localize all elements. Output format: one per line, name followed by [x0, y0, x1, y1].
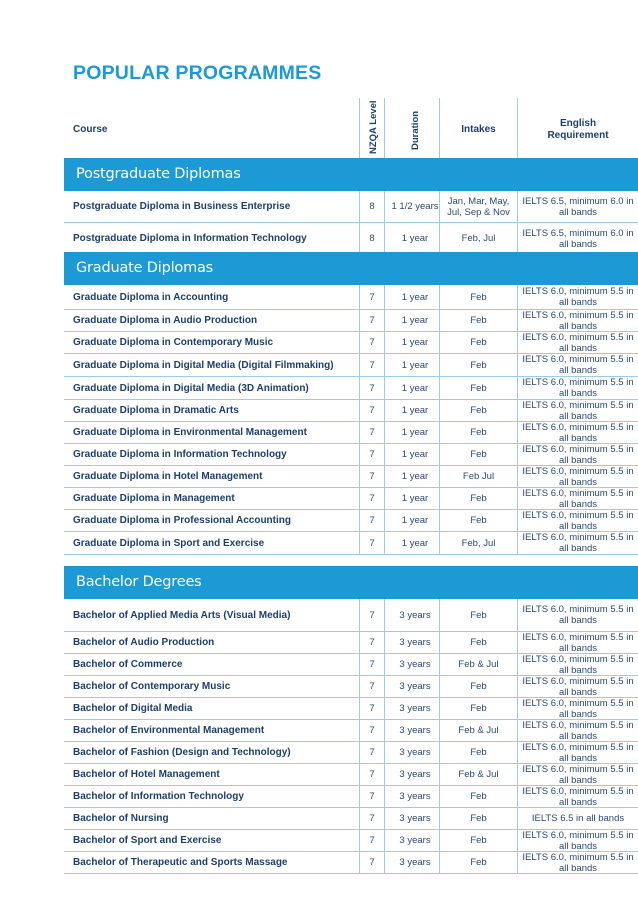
english-requirement: IELTS 6.0, minimum 5.5 in all bands [522, 399, 634, 422]
duration: 3 years [399, 857, 431, 868]
cell-divider [384, 354, 385, 376]
intakes: Feb [470, 857, 487, 868]
duration: 1 year [401, 537, 429, 549]
nzqa-level: 7 [369, 791, 375, 802]
cell-divider [384, 422, 385, 443]
course-name: Graduate Diploma in Sport and Exercise [73, 537, 265, 549]
cell-divider [384, 223, 385, 254]
duration: 3 years [399, 659, 431, 670]
course-name: Graduate Diploma in Dramatic Arts [73, 405, 239, 416]
column-divider [384, 98, 385, 158]
english-requirement: IELTS 6.0, minimum 5.5 in all bands [522, 286, 634, 308]
english-requirement: IELTS 6.0, minimum 5.5 in all bands [522, 631, 634, 654]
english-requirement: IELTS 6.0, minimum 5.5 in all bands [522, 763, 634, 786]
duration: 3 years [399, 791, 431, 802]
nzqa-level: 7 [369, 769, 375, 780]
nzqa-level: 7 [369, 637, 375, 648]
duration: 1 year [401, 471, 429, 482]
table-row [64, 720, 638, 742]
course-name: Graduate Diploma in Hotel Management [73, 471, 263, 482]
intakes: Feb [470, 291, 487, 303]
nzqa-level: 7 [369, 337, 375, 348]
duration: 1 year [401, 291, 429, 303]
cell-divider [384, 808, 385, 829]
duration: 3 years [399, 725, 431, 736]
table-row [64, 310, 638, 332]
duration: 3 years [399, 609, 431, 621]
course-name: Bachelor of Contemporary Music [73, 681, 231, 692]
table-row [64, 786, 638, 808]
column-header-english [518, 118, 638, 142]
cell-divider [384, 852, 385, 873]
intakes: Feb [470, 609, 487, 621]
table-row [64, 510, 638, 532]
cell-divider [384, 742, 385, 763]
english-requirement: IELTS 6.0, minimum 5.5 in all bands [522, 851, 634, 874]
intakes: Feb, Jul [461, 537, 496, 549]
table-row [64, 377, 638, 400]
nzqa-level: 7 [369, 515, 375, 526]
english-requirement: IELTS 6.0, minimum 5.5 in all bands [522, 532, 634, 554]
course-name: Bachelor of Hotel Management [73, 769, 220, 780]
cell-divider [384, 332, 385, 353]
intakes: Feb [470, 449, 487, 460]
duration: 1 year [401, 233, 429, 244]
english-requirement: IELTS 6.0, minimum 5.5 in all bands [522, 675, 634, 698]
course-name: Graduate Diploma in Digital Media (3D Animation) [73, 382, 309, 394]
column-header-level: NZQA Level [368, 100, 379, 154]
intakes: Feb [470, 493, 487, 504]
nzqa-level: 7 [369, 857, 375, 868]
cell-divider [384, 532, 385, 554]
intakes: Feb, Jul [461, 233, 496, 244]
table-row [64, 488, 638, 510]
intakes: Feb [470, 515, 487, 526]
nzqa-level: 7 [369, 359, 375, 371]
duration: 3 years [399, 747, 431, 758]
intakes: Jan, Mar, May, Jul, Sep & Nov [447, 195, 510, 218]
intakes: Feb [470, 405, 487, 416]
table-header [0, 96, 638, 158]
table-row [64, 742, 638, 764]
course-name: Bachelor of Audio Production [73, 637, 215, 648]
course-name: Bachelor of Commerce [73, 659, 183, 670]
duration: 3 years [399, 769, 431, 780]
english-requirement: IELTS 6.0, minimum 5.5 in all bands [522, 487, 634, 510]
english-requirement: IELTS 6.0, minimum 5.5 in all bands [522, 653, 634, 676]
cell-divider [384, 310, 385, 331]
table-row [64, 354, 638, 377]
intakes: Feb [470, 681, 487, 692]
english-requirement: IELTS 6.0, minimum 5.5 in all bands [522, 465, 634, 488]
section-header: Postgraduate Diplomas [64, 158, 638, 191]
nzqa-level: 7 [369, 835, 375, 846]
cell-divider [384, 191, 385, 222]
intakes: Feb [470, 337, 487, 348]
duration: 1 year [401, 449, 429, 460]
nzqa-level: 7 [369, 537, 375, 549]
nzqa-level: 7 [369, 471, 375, 482]
table-row [64, 852, 638, 874]
english-requirement: IELTS 6.0, minimum 5.5 in all bands [522, 421, 634, 444]
table-row [64, 422, 638, 444]
cell-divider [384, 510, 385, 531]
intakes: Feb [470, 382, 487, 394]
course-name: Postgraduate Diploma in Business Enterprise [73, 201, 291, 212]
english-requirement: IELTS 6.0, minimum 5.5 in all bands [522, 443, 634, 466]
course-name: Postgraduate Diploma in Information Technology [73, 233, 307, 244]
duration: 1 1/2 years [391, 201, 439, 212]
course-name: Graduate Diploma in Accounting [73, 291, 229, 303]
table-row [64, 332, 638, 354]
course-name: Bachelor of Environmental Management [73, 725, 265, 736]
nzqa-level: 7 [369, 493, 375, 504]
english-requirement: IELTS 6.0, minimum 5.5 in all bands [522, 741, 634, 764]
duration: 1 year [401, 382, 429, 394]
duration: 1 year [401, 493, 429, 504]
course-name: Bachelor of Therapeutic and Sports Massage [73, 857, 288, 868]
table-row [64, 599, 638, 632]
nzqa-level: 7 [369, 725, 375, 736]
column-divider [359, 98, 360, 158]
table-row [64, 654, 638, 676]
course-name: Graduate Diploma in Management [73, 493, 235, 504]
cell-divider [384, 632, 385, 653]
course-name: Graduate Diploma in Information Technology [73, 449, 287, 460]
course-name: Bachelor of Fashion (Design and Technology) [73, 747, 291, 758]
course-name: Bachelor of Nursing [73, 813, 169, 824]
nzqa-level: 7 [369, 382, 375, 394]
intakes: Feb & Jul [458, 725, 499, 736]
nzqa-level: 7 [369, 609, 375, 621]
course-name: Graduate Diploma in Contemporary Music [73, 337, 274, 348]
duration: 1 year [401, 427, 429, 438]
table-row [64, 285, 638, 310]
intakes: Feb [470, 703, 487, 714]
column-header-course: Course [73, 124, 108, 135]
intakes: Feb & Jul [458, 769, 499, 780]
page-title: POPULAR PROGRAMMES [73, 62, 322, 84]
english-requirement: IELTS 6.0, minimum 5.5 in all bands [522, 354, 634, 376]
intakes: Feb [470, 791, 487, 802]
section-header: Graduate Diplomas [64, 252, 638, 285]
table-row [64, 223, 638, 255]
duration: 1 year [401, 405, 429, 416]
english-requirement: IELTS 6.0, minimum 5.5 in all bands [522, 829, 634, 852]
cell-divider [384, 654, 385, 675]
table-row [64, 532, 638, 555]
intakes: Feb [470, 835, 487, 846]
intakes: Feb & Jul [458, 659, 499, 670]
table-row [64, 698, 638, 720]
course-name: Bachelor of Applied Media Arts (Visual Media) [73, 609, 291, 621]
english-requirement: IELTS 6.0, minimum 5.5 in all bands [522, 309, 634, 332]
course-name: Bachelor of Sport and Exercise [73, 835, 222, 846]
cell-divider [384, 466, 385, 487]
nzqa-level: 7 [369, 291, 375, 303]
table-row [64, 400, 638, 422]
cell-divider [384, 285, 385, 309]
nzqa-level: 7 [369, 315, 375, 326]
column-header-intakes: Intakes [461, 124, 496, 135]
english-requirement: IELTS 6.0, minimum 5.5 in all bands [522, 509, 634, 532]
cell-divider [384, 830, 385, 851]
english-requirement: IELTS 6.0, minimum 5.5 in all bands [522, 719, 634, 742]
english-requirement: IELTS 6.5, minimum 6.0 in all bands [522, 195, 634, 218]
nzqa-level: 7 [369, 449, 375, 460]
nzqa-level: 8 [369, 201, 375, 212]
cell-divider [384, 400, 385, 421]
intakes: Feb [470, 747, 487, 758]
english-requirement: IELTS 6.0, minimum 5.5 in all bands [522, 697, 634, 720]
cell-divider [384, 786, 385, 807]
course-name: Graduate Diploma in Digital Media (Digital Filmmaking) [73, 359, 334, 371]
nzqa-level: 7 [369, 747, 375, 758]
cell-divider [384, 676, 385, 697]
table-row [64, 632, 638, 654]
cell-divider [384, 698, 385, 719]
duration: 1 year [401, 359, 429, 371]
english-requirement: IELTS 6.0, minimum 5.5 in all bands [522, 785, 634, 808]
intakes: Feb Jul [462, 471, 495, 482]
cell-divider [384, 720, 385, 741]
english-requirement: IELTS 6.0, minimum 5.5 in all bands [522, 331, 634, 354]
duration: 3 years [399, 813, 431, 824]
english-requirement: IELTS 6.0, minimum 5.5 in all bands [522, 377, 634, 399]
column-header-duration: Duration [410, 110, 421, 150]
intakes: Feb [470, 427, 487, 438]
table-row [64, 808, 638, 830]
intakes: Feb [470, 813, 487, 824]
cell-divider [384, 764, 385, 785]
table-row [64, 191, 638, 223]
duration: 3 years [399, 681, 431, 692]
table-row [64, 764, 638, 786]
nzqa-level: 7 [369, 659, 375, 670]
cell-divider [384, 488, 385, 509]
course-name: Bachelor of Information Technology [73, 791, 244, 802]
course-name: Graduate Diploma in Audio Production [73, 315, 258, 326]
cell-divider [384, 444, 385, 465]
course-name: Bachelor of Digital Media [73, 703, 193, 714]
section-header: Bachelor Degrees [64, 566, 638, 599]
duration: 1 year [401, 337, 429, 348]
nzqa-level: 7 [369, 813, 375, 824]
table-row [64, 444, 638, 466]
cell-divider [384, 377, 385, 399]
table-row [64, 676, 638, 698]
duration: 3 years [399, 637, 431, 648]
english-requirement: IELTS 6.5, minimum 6.0 in all bands [522, 227, 634, 250]
intakes: Feb [470, 359, 487, 371]
duration: 1 year [401, 515, 429, 526]
course-name: Graduate Diploma in Professional Accounting [73, 515, 291, 526]
english-requirement: IELTS 6.5 in all bands [531, 813, 625, 824]
nzqa-level: 7 [369, 703, 375, 714]
intakes: Feb [470, 637, 487, 648]
english-requirement: IELTS 6.0, minimum 5.5 in all bands [522, 604, 634, 626]
table-row [64, 830, 638, 852]
nzqa-level: 7 [369, 681, 375, 692]
cell-divider [384, 599, 385, 631]
column-header-english-label: English Requirement [547, 118, 609, 141]
course-name: Graduate Diploma in Environmental Management [73, 427, 307, 438]
table-row [64, 466, 638, 488]
duration: 1 year [401, 315, 429, 326]
nzqa-level: 7 [369, 427, 375, 438]
nzqa-level: 8 [369, 233, 375, 244]
intakes: Feb [470, 315, 487, 326]
nzqa-level: 7 [369, 405, 375, 416]
duration: 3 years [399, 835, 431, 846]
duration: 3 years [399, 703, 431, 714]
